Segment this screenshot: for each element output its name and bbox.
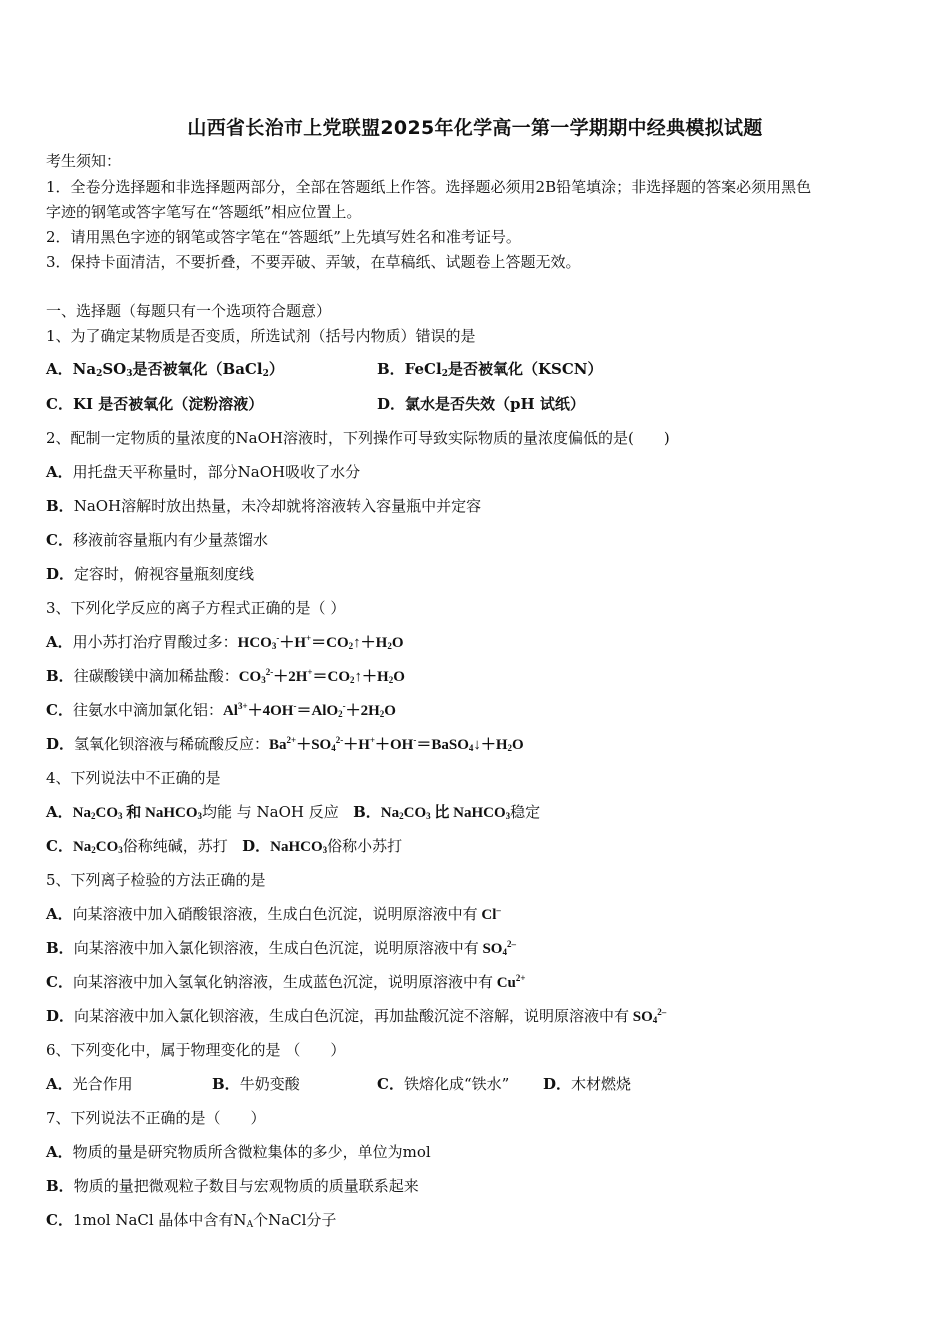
q1-stem: 1、为了确定某物质是否变质，所选试剂（括号内物质）错误的是: [46, 327, 476, 345]
q4-option-a-b: A．$Na_2CO_3$ 和 NaHCO$_3$均能 与 NaOH 反应 B．$Na_2CO_3$ 比 NaHCO$_3$稳定: [46, 803, 541, 821]
q5-option-d: D．向某溶液中加入氯化钡溶液，生成白色沉淀，再加盐酸沉淀不溶解，说明原溶液中有 $SO_4^{2-}$: [46, 1007, 667, 1025]
q4-d-text: 俗称小苏打: [327, 837, 403, 855]
notice-item-1-line-1: 1．全卷分选择题和非选择题两部分，全部在答题纸上作答。选择题必须用2B铅笔填涂；非选择题的答案必须用黑色: [46, 178, 812, 196]
q2-option-a: A．用托盘天平称量时，部分NaOH吸收了水分: [46, 463, 361, 481]
q7-option-a: A．物质的量是研究物质所含微粒集体的多少，单位为mol: [46, 1143, 431, 1161]
q1-b-text: 是否被氧化（KSCN）: [447, 360, 603, 378]
q5-option-c: C．向某溶液中加入氢氧化钠溶液，生成蓝色沉淀，说明原溶液中有 $Cu^{2+}$: [46, 973, 526, 991]
q6-option-b: B．牛奶变酸: [212, 1075, 300, 1093]
q7-option-c: C．1mol NaCl 晶体中含有$N_A$个NaCl分子: [46, 1211, 337, 1230]
q3-option-d: D．氢氧化钡溶液与稀硫酸反应：$Ba^{2+}+SO_4^{2-}+H^++OH^-=BaSO_4↓+H_2O$: [46, 735, 524, 753]
q4-b-text: 稳定: [510, 803, 541, 821]
page-title: 山西省长治市上党联盟2025年化学高一第一学期期中经典模拟试题: [187, 117, 763, 139]
q2-option-c: C．移液前容量瓶内有少量蒸馏水: [46, 531, 268, 549]
q1-a-text: 是否被氧化（BaCl: [132, 360, 263, 378]
q1-option-d: D．氯水是否失效（pH 试纸）: [377, 395, 585, 413]
q4-option-c-d: C．$Na_2CO_3$俗称纯碱，苏打 D．NaHCO$_3$俗称小苏打: [46, 837, 403, 855]
q4-c-text: 俗称纯碱，苏打: [122, 837, 228, 855]
notice-item-3: 3．保持卡面清洁，不要折叠，不要弄破、弄皱，在草稿纸、试题卷上答题无效。: [46, 253, 581, 271]
q5-option-a: A．向某溶液中加入硝酸银溶液，生成白色沉淀，说明原溶液中有 Cl–: [46, 905, 501, 923]
q7-option-b: B．物质的量把微观粒子数目与宏观物质的质量联系起来: [46, 1177, 419, 1195]
q3-option-b: B．往碳酸镁中滴加稀盐酸：$CO_3^{2-}+2H^+=CO_2↑+H_2O$: [46, 667, 405, 685]
q2-option-b: B．NaOH溶解时放出热量，未冷却就将溶液转入容量瓶中并定容: [46, 497, 482, 515]
q4-stem: 4、下列说法中不正确的是: [46, 769, 221, 787]
q4-a-text: 均能 与 NaOH 反应: [202, 803, 339, 821]
q5-stem: 5、下列离子检验的方法正确的是: [46, 871, 266, 889]
q6-option-d: D．木材燃烧: [543, 1075, 632, 1093]
notice-heading: 考生须知：: [46, 152, 122, 170]
q3-option-c: C．往氨水中滴加氯化铝：$Al^{3+}+4OH^-=AlO_2^-+2H_2O$: [46, 701, 396, 719]
q3-stem: 3、下列化学反应的离子方程式正确的是（ ）: [46, 599, 346, 617]
q6-option-a: A．光合作用: [46, 1075, 133, 1093]
q1-option-a: A．$Na_2SO_3$是否被氧化（BaCl$_2$）: [46, 360, 284, 379]
q1-option-c: C．KI 是否被氧化（淀粉溶液）: [46, 395, 264, 413]
q3-option-a: A．用小苏打治疗胃酸过多：$HCO_3^-+H^+=CO_2↑+H_2O$: [46, 633, 404, 651]
q2-option-d: D．定容时，俯视容量瓶刻度线: [46, 565, 255, 583]
q6-option-c: C．铁熔化成“铁水”: [377, 1075, 510, 1093]
q2-stem: 2、配制一定物质的量浓度的NaOH溶液时，下列操作可导致实际物质的量浓度偏低的是( ): [46, 429, 670, 447]
notice-item-2: 2．请用黑色字迹的钢笔或答字笔在“答题纸”上先填写姓名和准考证号。: [46, 228, 521, 246]
q6-stem: 6、下列变化中，属于物理变化的是 （ ）: [46, 1041, 346, 1059]
q7-stem: 7、下列说法不正确的是（ ）: [46, 1109, 266, 1127]
notice-item-1-line-2: 字迹的钢笔或答字笔写在“答题纸”相应位置上。: [46, 203, 362, 221]
section-heading: 一、选择题（每题只有一个选项符合题意）: [46, 302, 332, 320]
q5-option-b: B．向某溶液中加入氯化钡溶液，生成白色沉淀，说明原溶液中有 $SO_4^{2-}$: [46, 939, 516, 957]
q1-option-b: B．FeCl$_2$是否被氧化（KSCN）: [377, 360, 603, 379]
